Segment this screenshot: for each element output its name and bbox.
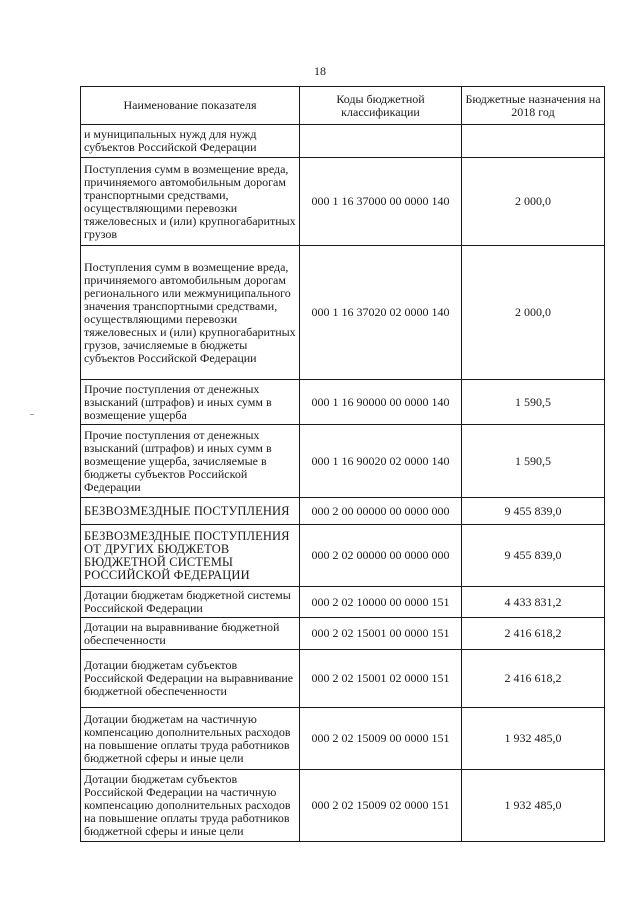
row-code: 000 2 02 15009 02 0000 151 (300, 770, 462, 842)
row-amount: 2 000,0 (462, 158, 605, 246)
header-name: Наименование показателя (81, 87, 300, 125)
row-name: Поступления сумм в возмещение вреда, причиняемого автомобильным дорогам регионального или межмуниципального значения транспортными средствами, осуществляющими перевозки тяжеловесных и (или) крупногабаритных грузов, зачисляемые в бюджеты субъектов Российской Федерации (81, 246, 300, 380)
table-row (81, 125, 605, 158)
table-row (81, 650, 605, 708)
row-name: БЕЗВОЗМЕЗДНЫЕ ПОСТУПЛЕНИЯ (81, 498, 300, 525)
table-row (81, 770, 605, 842)
row-name: БЕЗВОЗМЕЗДНЫЕ ПОСТУПЛЕНИЯ ОТ ДРУГИХ БЮДЖЕТОВ БЮДЖЕТНОЙ СИСТЕМЫ РОССИЙСКОЙ ФЕДЕРАЦИИ (81, 525, 300, 587)
row-code (300, 125, 462, 158)
row-name: Дотации бюджетам субъектов Российской Федерации на частичную компенсацию дополнительных расходов на повышение оплаты труда работников бюджетной сферы и иные цели (81, 770, 300, 842)
table-row (81, 425, 605, 498)
row-amount: 9 455 839,0 (462, 525, 605, 587)
table-row (81, 587, 605, 618)
table-row (81, 498, 605, 525)
row-code: 000 2 02 00000 00 0000 000 (300, 525, 462, 587)
table-row (81, 708, 605, 770)
table-row (81, 525, 605, 587)
row-name: Дотации бюджетам бюджетной системы Российской Федерации (81, 587, 300, 618)
row-code: 000 1 16 90000 00 0000 140 (300, 380, 462, 425)
row-amount: 4 433 831,2 (462, 587, 605, 618)
row-name: Поступления сумм в возмещение вреда, причиняемого автомобильным дорогам транспортными средствами, осуществляющими перевозки тяжеловесных и (или) крупногабаритных грузов (81, 158, 300, 246)
page-number: 18 (314, 64, 326, 78)
row-name: и муниципальных нужд для нужд субъектов Российской Федерации (81, 125, 300, 158)
row-amount: 1 590,5 (462, 425, 605, 498)
row-code: 000 2 00 00000 00 0000 000 (300, 498, 462, 525)
row-amount: 1 932 485,0 (462, 770, 605, 842)
header-amount: Бюджетные назначения на 2018 год (462, 87, 605, 125)
row-amount: 2 416 618,2 (462, 650, 605, 708)
row-name: Прочие поступления от денежных взысканий (штрафов) и иных сумм в возмещение ущерба (81, 380, 300, 425)
table-header-row (81, 87, 605, 125)
row-code: 000 2 02 15001 00 0000 151 (300, 618, 462, 650)
row-code: 000 1 16 37000 00 0000 140 (300, 158, 462, 246)
row-amount: 1 932 485,0 (462, 708, 605, 770)
scan-mark (30, 414, 34, 415)
row-name: Дотации бюджетам на частичную компенсацию дополнительных расходов на повышение оплаты труда работников бюджетной сферы и иные цели (81, 708, 300, 770)
row-amount: 1 590,5 (462, 380, 605, 425)
row-code: 000 2 02 15009 00 0000 151 (300, 708, 462, 770)
header-code: Коды бюджетной классификации (300, 87, 462, 125)
table-row (81, 158, 605, 246)
row-name: Дотации бюджетам субъектов Российской Федерации на выравнивание бюджетной обеспеченности (81, 650, 300, 708)
row-code: 000 1 16 90020 02 0000 140 (300, 425, 462, 498)
row-code: 000 2 02 15001 02 0000 151 (300, 650, 462, 708)
table-row (81, 380, 605, 425)
row-name: Дотации на выравнивание бюджетной обеспеченности (81, 618, 300, 650)
row-name: Прочие поступления от денежных взысканий (штрафов) и иных сумм в возмещение ущерба, зачисляемые в бюджеты субъектов Российской Федерации (81, 425, 300, 498)
row-amount: 2 416 618,2 (462, 618, 605, 650)
budget-table (80, 86, 605, 842)
row-amount (462, 125, 605, 158)
table-row (81, 246, 605, 380)
table-row (81, 618, 605, 650)
row-amount: 2 000,0 (462, 246, 605, 380)
row-amount: 9 455 839,0 (462, 498, 605, 525)
row-code: 000 1 16 37020 02 0000 140 (300, 246, 462, 380)
row-code: 000 2 02 10000 00 0000 151 (300, 587, 462, 618)
